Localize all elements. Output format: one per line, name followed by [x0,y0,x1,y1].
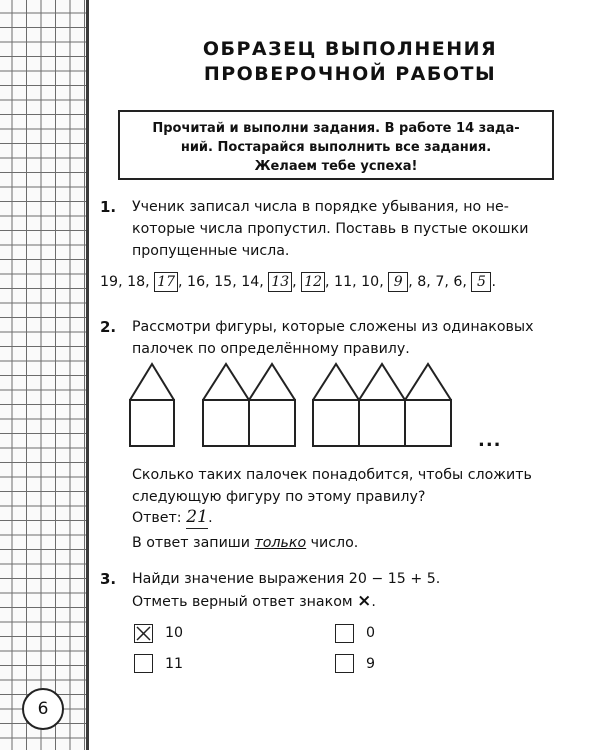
task-1-number: 1. [100,198,117,216]
option-label-0: 0 [366,625,376,641]
number-sequence [100,271,496,293]
separator: , [205,274,215,290]
stick-figure-2 [203,364,295,446]
option-label-9: 9 [366,656,376,672]
option-checkbox-0[interactable] [335,624,354,643]
task-1-text [132,196,560,262]
note-before: В ответ запиши [132,535,250,551]
separator: , [462,274,472,290]
option-checkbox-9[interactable] [335,654,354,673]
stick-figure-3 [313,364,451,446]
separator: , [444,274,454,290]
task-1-line-1: Ученик записал числа в порядке убывания, но не- [132,199,509,215]
instructions-line-2: ний. Постарайся выполнить все задания. [180,140,492,155]
task-3-line-1: Найди значение выражения 20 − 15 + 5. [132,571,441,587]
option-label-10: 10 [165,625,184,641]
task-2-question [132,464,560,508]
instructions-box [118,110,554,180]
grid-margin-edge [86,0,89,750]
sequence-number: 18 [127,274,146,290]
note-after: число. [310,535,359,551]
answer-box[interactable]: 12 [301,272,325,292]
task-2-question-line-1: Сколько таких палочек понадобится, чтобы сложить [132,467,532,483]
sequence-number: 11 [334,274,353,290]
separator: . [491,274,496,290]
separator: , [145,274,155,290]
answer-box[interactable]: 17 [154,272,178,292]
separator: , [379,274,389,290]
sequence-number: 19 [100,274,119,290]
option-checkbox-10[interactable] [134,624,153,643]
option-label-11: 11 [165,656,184,672]
task-3-number: 3. [100,570,117,588]
separator: , [259,274,269,290]
separator: , [325,274,335,290]
cross-mark-symbol: × [357,591,372,611]
sequence-number: 14 [241,274,260,290]
task-3-text [132,568,560,613]
sequence-number: 10 [361,274,380,290]
separator: , [426,274,436,290]
instructions-line-1: Прочитай и выполни задания. В работе 14 зада- [152,121,520,136]
answer-label: Ответ: [132,510,182,526]
task-2-number: 2. [100,318,117,336]
answer-box[interactable]: 13 [268,272,292,292]
option-checkbox-11[interactable] [134,654,153,673]
task-1-line-2: которые числа пропустил. Поставь в пустые окошки [132,221,529,237]
answer-value[interactable]: 21 [186,507,208,527]
separator: , [292,274,302,290]
instructions-line-3: Желаем тебе успеха! [254,159,418,174]
separator: , [232,274,242,290]
separator: , [118,274,128,290]
task-2-answer [132,506,213,529]
stick-figure-1 [130,364,174,446]
grid-margin [0,0,86,750]
separator: , [352,274,362,290]
answer-suffix: . [208,510,213,526]
task-2-line-2: палочек по определённому правилу. [132,341,410,357]
checked-x-icon [135,625,152,642]
sequence-number: 15 [214,274,233,290]
answer-box[interactable]: 5 [471,272,491,292]
task-2-text [132,316,560,360]
page-title-line-2: ПРОВЕРОЧНОЙ РАБОТЫ [203,63,497,85]
separator: , [178,274,188,290]
ellipsis: ... [478,430,502,451]
separator: , [408,274,418,290]
answer-box[interactable]: 9 [388,272,408,292]
task-2-question-line-2: следующую фигуру по этому правилу? [132,489,426,505]
page-number: 6 [22,688,64,730]
sequence-number: 7 [435,274,445,290]
note-emphasis: только [254,535,307,551]
page-title-line-1: ОБРАЗЕЦ ВЫПОЛНЕНИЯ [202,38,498,60]
sequence-number: 8 [417,274,427,290]
task-1-line-3: пропущенные числа. [132,243,290,259]
task-2-note [132,532,358,554]
sequence-number: 16 [187,274,206,290]
task-2-line-1: Рассмотри фигуры, которые сложены из одинаковых [132,319,534,335]
task-3-line-2: Отметь верный ответ знаком ×. [132,591,376,611]
sequence-number: 6 [453,274,463,290]
